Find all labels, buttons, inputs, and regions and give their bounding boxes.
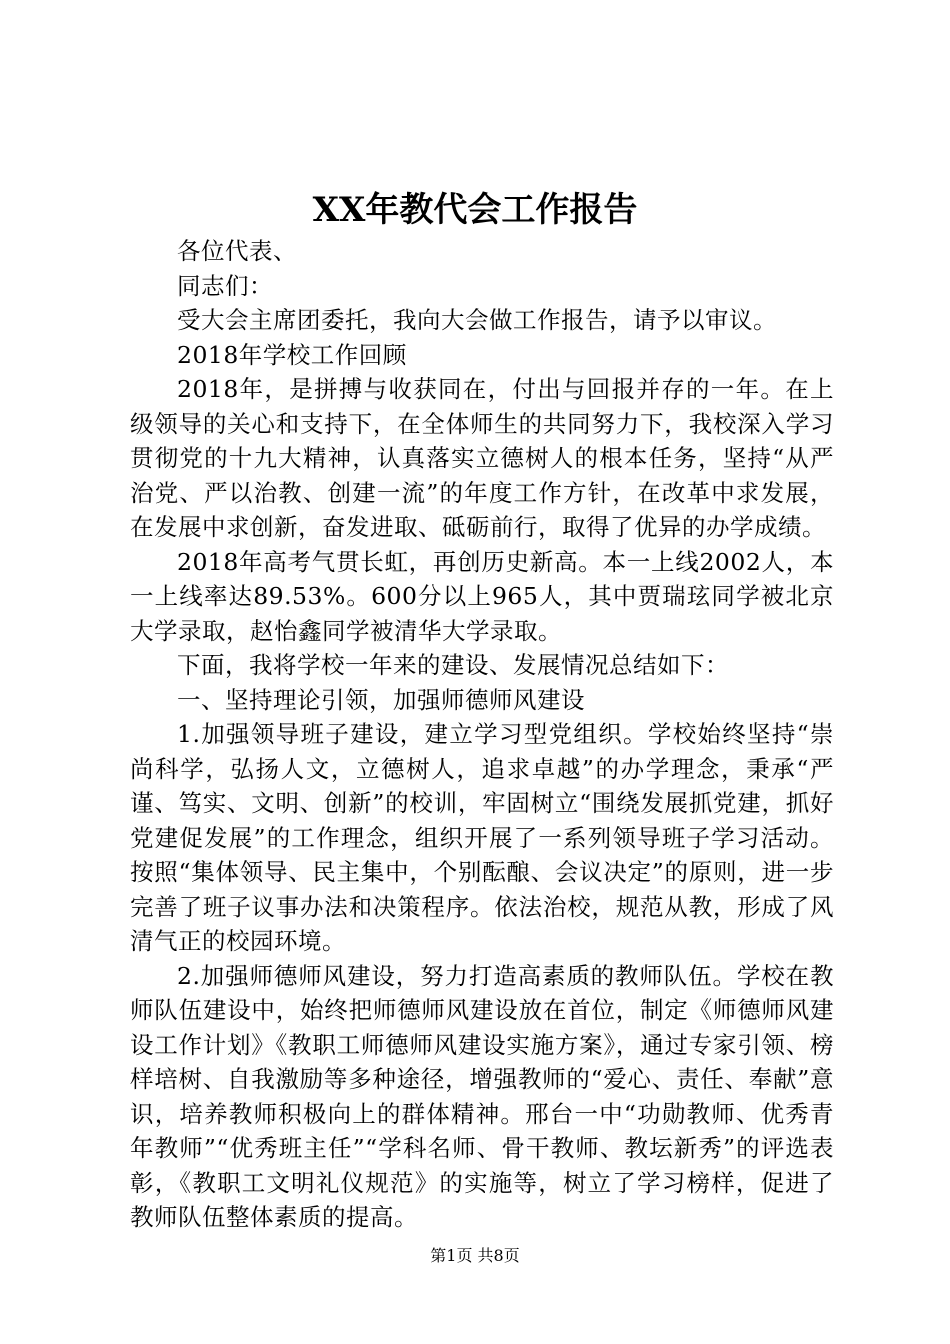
paragraph-intro: 受大会主席团委托，我向大会做工作报告，请予以审议。 (177, 306, 777, 334)
paragraph-exam-results: 2018年高考气贯长虹，再创历史新高。本一上线2002人，本一上线率达89.53%。600分以上965人，其中贾瑞玹同学被北京大学录取，赵怡鑫同学被清华大学录取。 (130, 547, 834, 645)
paragraph-item-1: 1.加强领导班子建设，建立学习型党组织。学校始终坚持“崇尚科学，弘扬人文，立德树人，追求卓越”的办学理念，秉承“严谨、笃实、文明、创新”的校训，牢固树立“围绕发展抓党建，抓好党建促发展”的工作理念，组织开展了一系列领导班子学习活动。按照“集体领导、民主集中，个别酝酿、会议决定”的原则，进一步完善了班子议事办法和决策程序。依法治校，规范从教，形成了风清气正的校园环境。 (130, 720, 834, 955)
paragraph-review: 2018年，是拼搏与收获同在，付出与回报并存的一年。在上级领导的关心和支持下，在全体师生的共同努力下，我校深入学习贯彻党的十九大精神，认真落实立德树人的根本任务，坚持“从严治党、严以治教、创建一流”的年度工作方针，在改革中求发展，在发展中求创新，奋发进取、砥砺前行，取得了优异的办学成绩。 (130, 375, 834, 541)
paragraph-salutation-2: 同志们： (177, 271, 273, 300)
paragraph-section-heading: 2018年学校工作回顾 (177, 340, 407, 369)
paragraph-subheading-1: 一、坚持理论引领，加强师德师风建设 (177, 685, 585, 714)
paragraph-salutation-1: 各位代表、 (177, 237, 297, 265)
document-title: XX年教代会工作报告 (312, 190, 638, 230)
document-body (130, 234, 834, 1235)
paragraph-summary-intro: 下面，我将学校一年来的建设、发展情况总结如下： (177, 651, 729, 679)
page-footer: 第1页 共8页 (430, 1246, 520, 1265)
paragraph-item-2: 2.加强师德师风建设，努力打造高素质的教师队伍。学校在教师队伍建设中，始终把师德师风建设放在首位，制定《师德师风建设工作计划》《教职工师德师风建设实施方案》，通过专家引领、榜样培树、自我激励等多种途径，增强教师的“爱心、责任、奉献”意识，培养教师积极向上的群体精神。邢台一中“功勋教师、优秀青年教师”“优秀班主任”“学科名师、骨干教师、教坛新秀”的评选表彰，《教职工文明礼仪规范》的实施等，树立了学习榜样，促进了教师队伍整体素质的提高。 (130, 961, 834, 1231)
